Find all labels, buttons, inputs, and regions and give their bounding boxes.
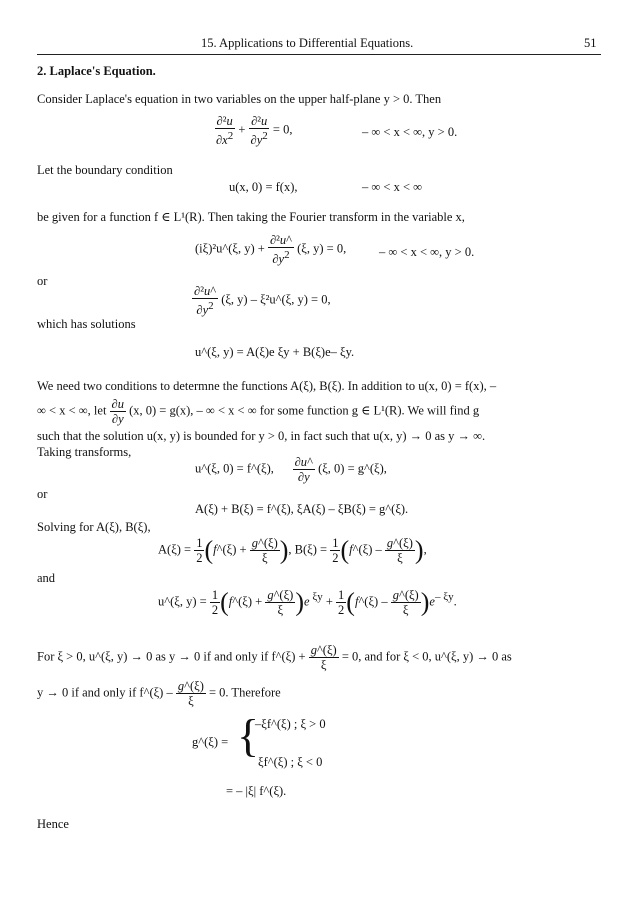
equation-boundary: u(x, 0) = f(x), [229,180,298,194]
equation-boundary-condition: – ∞ < x < ∞ [362,180,423,194]
paragraph-6c: such that the solution u(x, y) is bounded for y > 0, in fact such that u(x, y) → 0 as y → ∞. [37,429,486,443]
header-rule [37,54,601,55]
paragraph-7: Taking transforms, [37,445,132,459]
equation-piecewise-case-2: ξf^(ξ) ; ξ < 0 [258,755,323,769]
paragraph-10: and [37,571,56,585]
paragraph-11b: y → 0 if and only if f^(ξ) – $\frac{g\^{}(\xi)}{\xi}$ = 0. Therefore [37,679,281,708]
paragraph-2: Let the boundary condition [37,163,173,177]
equation-ode: $\frac{\text{∂²u\textasciicircum{}}}{\partial y^2}$ (ξ, y) – ξ²u^(ξ, y) = 0, [194,284,331,318]
paragraph-8: or [37,487,48,501]
equation-coefficients: A(ξ) = $\frac{1}{2}$ (f^(ξ) + $\frac{g\^{}(\xi)}{\xi}$ ), B(ξ) = $\frac{1}{2}$ (f^(ξ) – $\frac{g\^{}(\xi)}{\xi}$ ), [158,535,427,565]
paragraph-12: Hence [37,817,69,831]
equation-general-solution: u^(ξ, y) = A(ξ)e ξy + B(ξ)e– ξy. [195,345,355,359]
equation-linear-system: A(ξ) + B(ξ) = f^(ξ), ξA(ξ) – ξB(ξ) = g^(ξ). [195,502,409,516]
running-title: 15. Applications to Differential Equations. [201,36,414,50]
paragraph-9: Solving for A(ξ), B(ξ), [37,520,151,534]
equation-transformed-conditions: u^(ξ, 0) = f^(ξ), $\frac{\partial u\^{}}{\partial y}$ (ξ, 0) = g^(ξ), [195,455,387,484]
paragraph-4: or [37,274,48,288]
paragraph-6b: ∞ < x < ∞, let $\frac{\partial u}{\partial y}$ (x, 0) = g(x), – ∞ < x < ∞ for some function g ∈ L¹(R). We will find g [37,397,480,426]
section-title: 2. Laplace's Equation. [37,64,156,78]
paragraph-5: which has solutions [37,317,136,331]
equation-transformed: (iξ)²u^(ξ, y) + $\frac{\text{∂²u\textasciicircum{}}}{\partial y^2}$ (ξ, y) = 0, [195,233,347,267]
piecewise-brace: { [237,710,260,761]
page-number: 51 [584,36,597,50]
paragraph-1: Consider Laplace's equation in two variables on the upper half-plane y > 0. Then [37,92,442,106]
equation-laplace: $\frac{\text{∂²u}}{\partial x^2}$ + $\frac{\text{∂²u}}{\partial y^2}$ = 0, [216,114,293,148]
equation-piecewise-lhs: g^(ξ) = [192,735,229,749]
equation-final: = – |ξ| f^(ξ). [226,784,287,798]
equation-solution: u^(ξ, y) = $\frac{1}{2}$ (f^(ξ) + $\frac{g\^{}(\xi)}{\xi}$ )e $^{\xi y}$ + $\frac{1}{2}$ (f^(ξ) – $\frac{g\^{}(\xi)}{\xi}$ )$e^{- \xi y}$. [158,587,457,617]
paragraph-6a: We need two conditions to determne the functions A(ξ), B(ξ). In addition to u(x, 0) = f(x), – [37,379,497,393]
paragraph-3: be given for a function f ∈ L¹(R). Then taking the Fourier transform in the variable x, [37,210,465,224]
equation-laplace-condition: – ∞ < x < ∞, y > 0. [362,125,458,139]
paragraph-11a: For ξ > 0, u^(ξ, y) → 0 as y → 0 if and only if f^(ξ) + $\frac{g\^{}(\xi)}{\xi}$ = 0, and for ξ < 0, u^(ξ, y) → 0 as [37,643,512,672]
equation-transformed-condition: – ∞ < x < ∞, y > 0. [379,245,475,259]
equation-piecewise-case-1: –ξf^(ξ) ; ξ > 0 [255,717,326,731]
